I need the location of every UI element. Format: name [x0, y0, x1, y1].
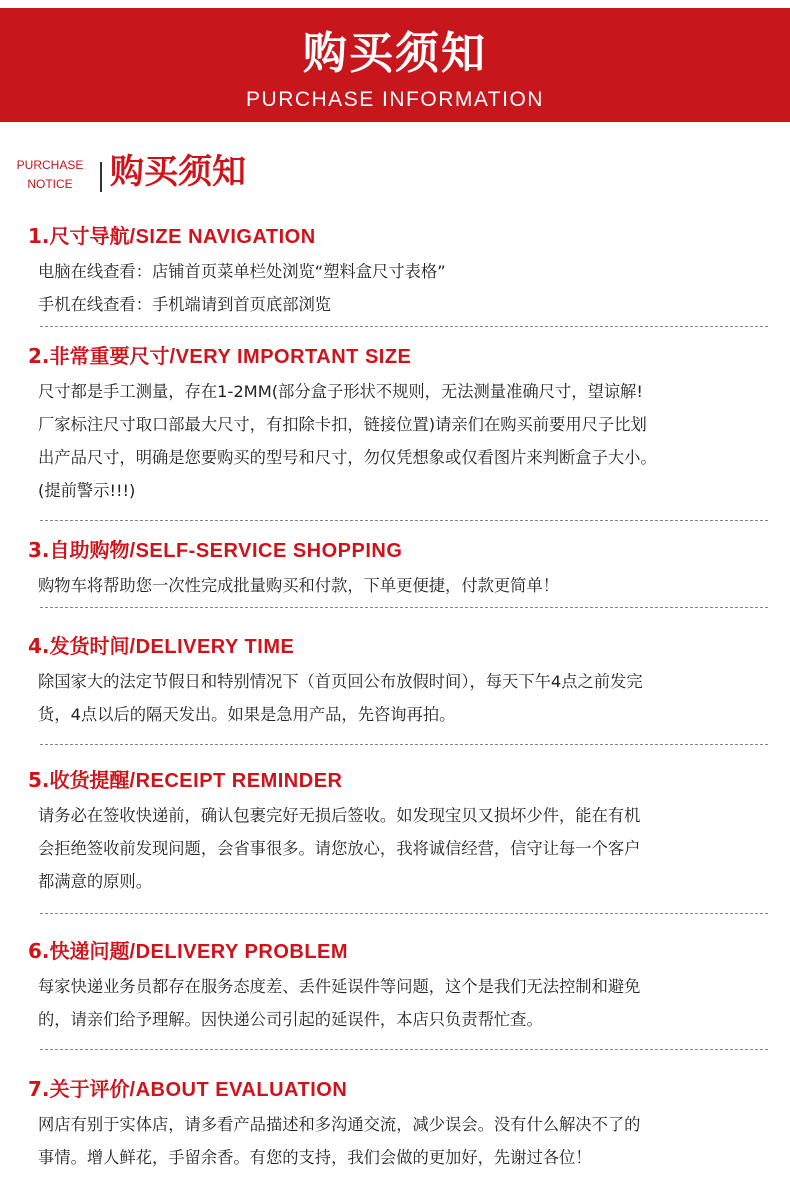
section-title-cn: 自助购物	[49, 538, 130, 562]
notice-section-about-evaluation	[28, 1075, 778, 1174]
section-title	[28, 536, 778, 565]
section-number: 7.	[28, 1077, 50, 1101]
dashed-divider	[40, 913, 768, 914]
section-title-cn: 收货提醒	[49, 768, 130, 792]
heading-en-label	[12, 156, 88, 194]
dashed-divider	[40, 326, 768, 327]
section-title-cn: 非常重要尺寸	[49, 344, 170, 368]
notice-section-delivery-problem	[28, 937, 778, 1036]
notice-section-receipt-reminder	[28, 766, 778, 898]
section-number: 1.	[28, 224, 50, 248]
section-title	[28, 222, 778, 251]
section-title-en: /RECEIPT REMINDER	[129, 770, 343, 792]
heading-en-line2: NOTICE	[27, 177, 73, 191]
body-line: (提前警示!!!)	[38, 481, 136, 500]
body-line: 都满意的原则。	[38, 872, 152, 891]
section-title-en: /VERY IMPORTANT SIZE	[169, 346, 412, 368]
section-title-cn: 关于评价	[49, 1077, 130, 1101]
section-body	[28, 970, 768, 1036]
heading-en-line1: PURCHASE	[16, 158, 84, 172]
body-line: 网店有别于实体店，请多看产品描述和多沟通交流，减少误会。没有什么解决不了的	[38, 1115, 641, 1134]
section-body	[28, 569, 768, 602]
section-title	[28, 1075, 778, 1104]
notice-section-important-size	[28, 342, 778, 507]
section-title	[28, 632, 778, 661]
section-body	[28, 665, 768, 731]
section-number: 2.	[28, 344, 50, 368]
dashed-divider	[40, 1049, 768, 1050]
section-body	[28, 799, 768, 898]
dashed-divider	[40, 520, 768, 521]
section-title	[28, 342, 778, 371]
section-title-cn: 快递问题	[49, 939, 130, 963]
section-title-cn: 尺寸导航	[49, 224, 130, 248]
section-title	[28, 937, 778, 966]
notice-section-self-service	[28, 536, 778, 602]
notice-section-size-navigation	[28, 222, 778, 321]
body-line: 尺寸都是手工测量，存在1-2MM(部分盒子形状不规则，无法测量准确尺寸，望谅解!	[38, 382, 643, 401]
section-title-en: /DELIVERY PROBLEM	[129, 941, 349, 963]
heading-divider-bar	[100, 162, 102, 192]
body-line: 货，4点以后的隔天发出。如果是急用产品，先咨询再拍。	[38, 705, 456, 724]
body-line: 会拒绝签收前发现问题，会省事很多。请您放心，我将诚信经营，信守让每一个客户	[38, 839, 641, 858]
section-number: 6.	[28, 939, 50, 963]
body-line: 出产品尺寸，明确是您要购买的型号和尺寸，勿仅凭想象或仅看图片来判断盒子大小。	[38, 448, 657, 467]
section-title-en: /SIZE NAVIGATION	[129, 226, 316, 248]
body-line: 的，请亲们给予理解。因快递公司引起的延误件，本店只负责帮忙查。	[38, 1010, 543, 1029]
section-title	[28, 766, 778, 795]
section-number: 4.	[28, 634, 50, 658]
body-line: 厂家标注尺寸取口部最大尺寸，有扣除卡扣，链接位置)请亲们在购买前要用尺子比划	[38, 415, 647, 434]
body-line: 每家快递业务员都存在服务态度差、丢件延误件等问题，这个是我们无法控制和避免	[38, 977, 641, 996]
section-number: 5.	[28, 768, 50, 792]
section-body	[28, 255, 768, 321]
section-body	[28, 1108, 768, 1174]
body-line: 事情。增人鲜花，手留余香。有您的支持，我们会做的更加好，先谢过各位！	[38, 1148, 592, 1167]
notice-section-delivery-time	[28, 632, 778, 731]
dashed-divider	[40, 607, 768, 608]
heading-cn-title: 购买须知	[110, 152, 246, 192]
body-line: 电脑在线查看：店铺首页菜单栏处浏览“塑料盒尺寸表格”	[38, 262, 446, 281]
banner-subtitle: PURCHASE INFORMATION	[246, 88, 544, 111]
body-line: 请务必在签收快递前，确认包裹完好无损后签收。如发现宝贝又损坏少件，能在有机	[38, 806, 641, 825]
section-title-en: /SELF-SERVICE SHOPPING	[129, 540, 403, 562]
section-number: 3.	[28, 538, 50, 562]
body-line: 除国家大的法定节假日和特别情况下（首页回公布放假时间），每天下午4点之前发完	[38, 672, 643, 691]
section-title-en: /DELIVERY TIME	[129, 636, 295, 658]
body-line: 购物车将帮助您一次性完成批量购买和付款，下单更便捷，付款更简单！	[38, 576, 560, 595]
dashed-divider	[40, 744, 768, 745]
body-line: 手机在线查看：手机端请到首页底部浏览	[38, 295, 332, 314]
section-body	[28, 375, 768, 507]
banner-title: 购买须知	[303, 28, 487, 79]
section-title-en: /ABOUT EVALUATION	[129, 1079, 348, 1101]
header-banner	[0, 8, 790, 122]
section-title-cn: 发货时间	[49, 634, 130, 658]
